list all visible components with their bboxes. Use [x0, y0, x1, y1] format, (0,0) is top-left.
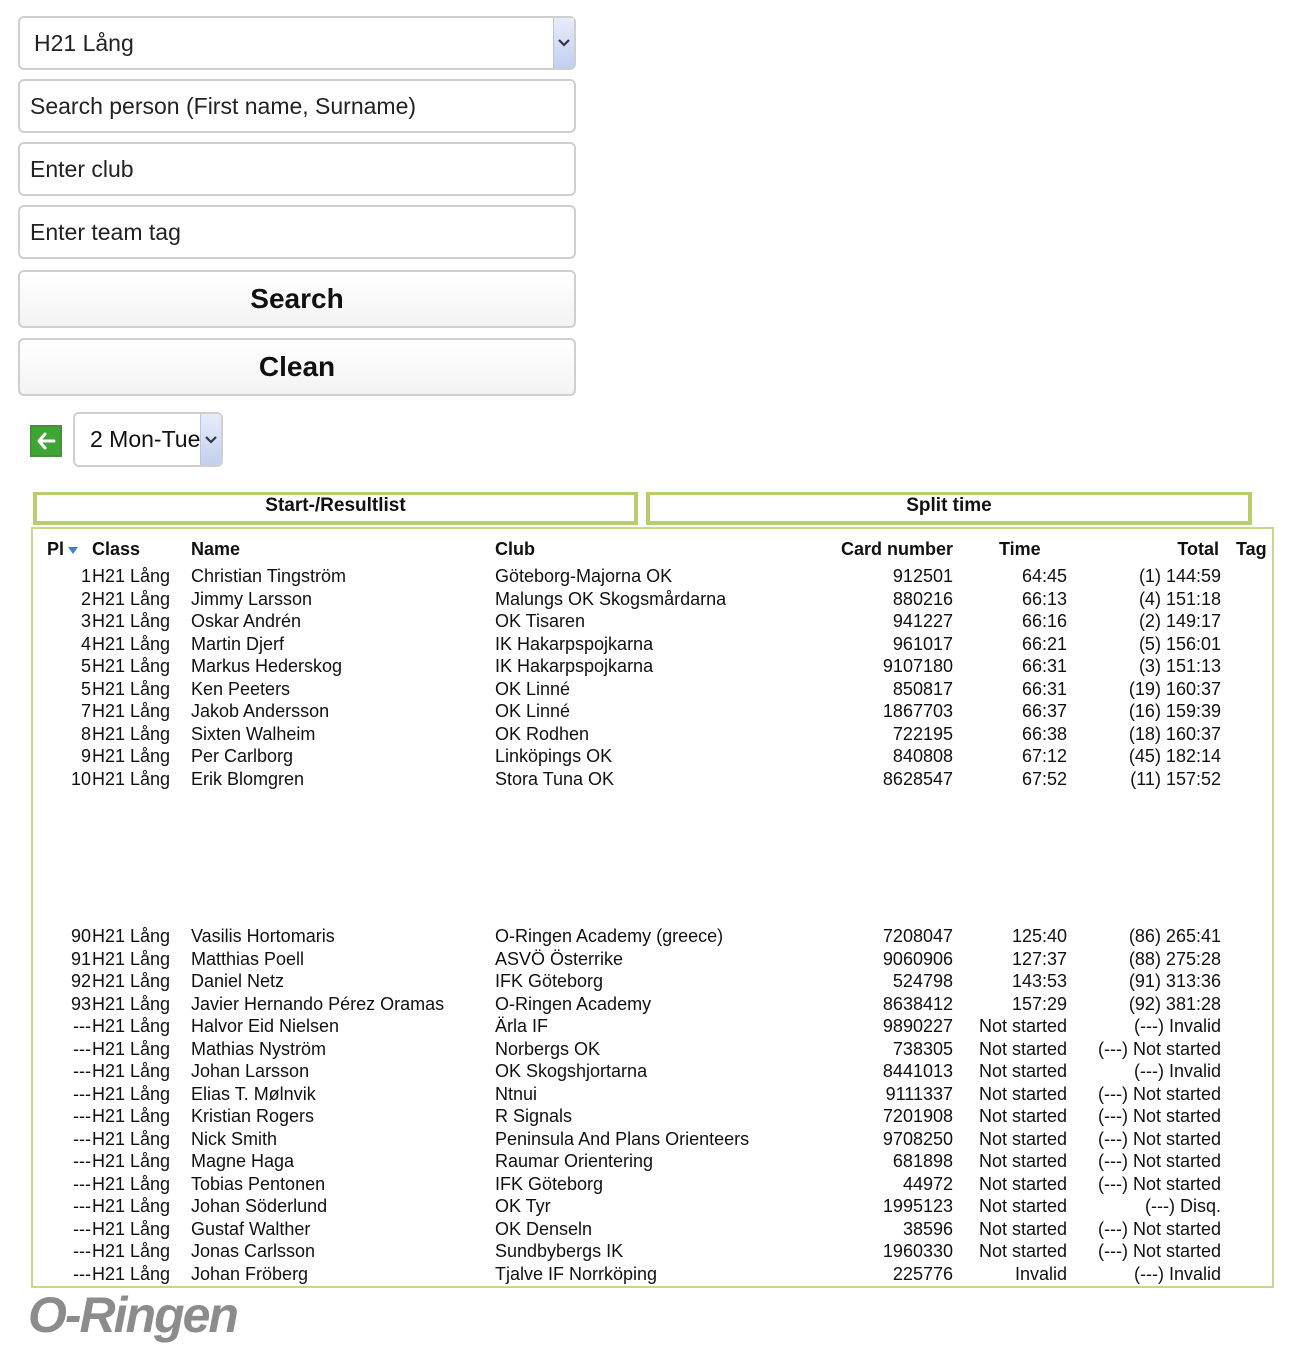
cell-card: 941227: [892, 611, 953, 631]
cell-club: IK Hakarpspojkarna: [495, 656, 654, 676]
cell-club: Peninsula And Plans Orienteers: [495, 1128, 750, 1149]
table-row[interactable]: [33, 1061, 1273, 1083]
cell-cls: H21 Lång: [92, 1106, 171, 1126]
cell-club: ASVÖ Österrike: [495, 948, 624, 969]
cell-total: (16) 159:39: [1128, 701, 1221, 721]
clean-button[interactable]: Clean: [18, 338, 576, 396]
cell-club: IFK Göteborg: [495, 1173, 604, 1194]
cell-time: Not started: [978, 1083, 1067, 1104]
cell-card: 880216: [892, 588, 953, 609]
cell-cls: H21 Lång: [92, 1241, 171, 1261]
cell-pl: 5: [80, 656, 91, 676]
table-row[interactable]: [33, 1106, 1273, 1128]
cell-name: Jimmy Larsson: [191, 588, 313, 609]
cell-pl: 8: [80, 723, 91, 744]
cell-name: Matthias Poell: [191, 948, 305, 969]
cell-total: (---) Invalid: [1133, 1061, 1221, 1081]
col-header-name[interactable]: Name: [191, 539, 241, 559]
cell-total: (45) 182:14: [1128, 746, 1221, 766]
cell-time: 157:29: [1011, 993, 1067, 1014]
table-row[interactable]: [33, 971, 1273, 993]
cell-pl: ---: [73, 1128, 91, 1149]
cell-card: 722195: [892, 723, 953, 744]
cell-card: 681898: [892, 1151, 953, 1171]
cell-cls: H21 Lång: [92, 746, 171, 766]
sort-desc-icon: [66, 544, 80, 556]
cell-cls: H21 Lång: [92, 1128, 171, 1149]
cell-pl: 3: [80, 611, 91, 631]
cell-card: 738305: [892, 1038, 953, 1059]
cell-pl: 7: [80, 701, 91, 721]
cell-card: 961017: [892, 633, 953, 654]
cell-card: 8638412: [882, 993, 953, 1014]
cell-cls: H21 Lång: [92, 588, 171, 609]
cell-cls: H21 Lång: [92, 1151, 171, 1171]
back-arrow-icon[interactable]: [30, 425, 62, 457]
cell-name: Elias T. Mølnvik: [191, 1083, 316, 1104]
cell-club: OK Denseln: [495, 1218, 593, 1239]
cell-cls: H21 Lång: [92, 1218, 171, 1239]
table-row[interactable]: [33, 994, 1273, 1016]
cell-cls: H21 Lång: [92, 1173, 171, 1194]
table-row[interactable]: [33, 1129, 1273, 1151]
table-row[interactable]: [33, 724, 1273, 746]
stage-select[interactable]: [73, 412, 223, 467]
cell-name: Jonas Carlsson: [191, 1241, 316, 1261]
cell-card: 524798: [892, 971, 953, 991]
table-row[interactable]: [33, 566, 1273, 588]
cell-time: 125:40: [1011, 926, 1067, 946]
cell-total: (86) 265:41: [1128, 926, 1221, 946]
cell-pl: 5: [80, 678, 91, 699]
table-row[interactable]: [33, 656, 1273, 678]
cell-card: 7208047: [882, 926, 953, 946]
cell-cls: H21 Lång: [92, 1016, 171, 1036]
cell-pl: ---: [73, 1016, 91, 1036]
table-row[interactable]: [33, 1174, 1273, 1196]
table-row[interactable]: [33, 1241, 1273, 1263]
cell-club: Linköpings OK: [495, 746, 613, 766]
cell-name: Christian Tingström: [191, 566, 347, 586]
search-person-placeholder: Search person (First name, Surname): [30, 93, 417, 119]
cell-time: 66:31: [1021, 656, 1067, 676]
col-header-time[interactable]: Time: [999, 539, 1041, 559]
table-row[interactable]: [33, 1264, 1273, 1286]
cell-card: 840808: [892, 746, 953, 766]
cell-time: 66:21: [1021, 633, 1067, 654]
cell-card: 9060906: [882, 948, 953, 969]
col-header-place[interactable]: Pl: [47, 539, 80, 560]
cell-total: (---) Disq.: [1145, 1196, 1221, 1216]
col-header-card[interactable]: Card number: [840, 539, 953, 559]
tab-start-resultlist[interactable]: Start-/Resultlist: [33, 492, 638, 525]
cell-cls: H21 Lång: [92, 768, 171, 789]
table-row[interactable]: [33, 1016, 1273, 1038]
cell-pl: ---: [73, 1173, 91, 1194]
cell-club: Sundbybergs IK: [495, 1241, 624, 1261]
table-row[interactable]: [33, 769, 1273, 791]
team-tag-input[interactable]: [18, 205, 576, 259]
class-select[interactable]: [18, 16, 576, 70]
table-row[interactable]: [33, 949, 1273, 971]
cell-club: OK Tyr: [495, 1196, 551, 1216]
cell-time: 67:52: [1021, 768, 1067, 789]
cell-card: 9111337: [885, 1083, 953, 1104]
table-row[interactable]: [33, 679, 1273, 701]
cell-club: O-Ringen Academy: [495, 993, 652, 1014]
table-row[interactable]: [33, 1219, 1273, 1241]
cell-card: 9107180: [882, 656, 953, 676]
cell-name: Tobias Pentonen: [191, 1173, 326, 1194]
cell-cls: H21 Lång: [92, 566, 171, 586]
cell-pl: ---: [73, 1241, 91, 1261]
cell-name: Javier Hernando Pérez Oramas: [191, 993, 445, 1014]
cell-cls: H21 Lång: [92, 633, 171, 654]
cell-name: Ken Peeters: [191, 678, 291, 699]
cell-pl: ---: [73, 1218, 91, 1239]
cell-name: Johan Fröberg: [191, 1263, 309, 1284]
cell-cls: H21 Lång: [92, 1061, 171, 1081]
cell-name: Daniel Netz: [191, 971, 285, 991]
club-placeholder: Enter club: [30, 156, 134, 182]
cell-total: (---) Not started: [1097, 1151, 1221, 1171]
cell-total: (---) Not started: [1097, 1173, 1221, 1194]
search-person-input[interactable]: [18, 79, 576, 133]
cell-name: Erik Blomgren: [191, 768, 305, 789]
cell-cls: H21 Lång: [92, 1083, 171, 1104]
cell-time: 66:37: [1021, 701, 1067, 721]
cell-total: (---) Not started: [1097, 1038, 1221, 1059]
cell-pl: ---: [73, 1106, 91, 1126]
cell-cls: H21 Lång: [92, 723, 171, 744]
class-select-value: H21 Lång: [34, 30, 134, 56]
cell-total: (---) Not started: [1097, 1241, 1221, 1261]
cell-time: 66:31: [1021, 678, 1067, 699]
cell-cls: H21 Lång: [92, 1263, 171, 1284]
cell-card: 1995123: [882, 1196, 953, 1216]
cell-name: Markus Hederskog: [191, 656, 343, 676]
cell-total: (88) 275:28: [1128, 948, 1221, 969]
cell-club: Stora Tuna OK: [495, 768, 615, 789]
cell-pl: ---: [73, 1196, 91, 1216]
cell-pl: 9: [80, 746, 91, 766]
cell-time: Not started: [978, 1038, 1067, 1059]
table-row[interactable]: [33, 1196, 1273, 1218]
cell-name: Halvor Eid Nielsen: [191, 1016, 340, 1036]
table-row[interactable]: [33, 926, 1273, 948]
cell-name: Mathias Nyström: [191, 1038, 327, 1059]
chevron-down-icon[interactable]: [200, 414, 221, 465]
cell-name: Kristian Rogers: [191, 1106, 315, 1126]
cell-pl: 4: [80, 633, 91, 654]
cell-time: Not started: [978, 1241, 1067, 1261]
cell-pl: 91: [70, 948, 91, 969]
cell-club: Ntnui: [495, 1083, 538, 1104]
cell-name: Vasilis Hortomaris: [191, 926, 335, 946]
cell-card: 8441013: [882, 1061, 953, 1081]
cell-total: (3) 151:13: [1138, 656, 1221, 676]
col-header-total[interactable]: Total: [1177, 539, 1219, 559]
cell-club: Göteborg-Majorna OK: [495, 566, 673, 586]
cell-pl: ---: [73, 1061, 91, 1081]
cell-card: 1867703: [882, 701, 953, 721]
search-button[interactable]: Search: [18, 270, 576, 328]
cell-total: (11) 157:52: [1130, 768, 1221, 789]
cell-club: OK Tisaren: [495, 611, 586, 631]
cell-cls: H21 Lång: [92, 926, 171, 946]
club-input[interactable]: [18, 142, 576, 196]
cell-time: 66:13: [1021, 588, 1067, 609]
cell-card: 912501: [892, 566, 953, 586]
cell-pl: 90: [70, 926, 91, 946]
cell-time: Not started: [978, 1016, 1067, 1036]
table-row[interactable]: [33, 701, 1273, 723]
cell-time: 66:38: [1021, 723, 1067, 744]
cell-time: Not started: [978, 1151, 1067, 1171]
cell-name: Per Carlborg: [191, 746, 294, 766]
cell-club: Malungs OK Skogsmårdarna: [495, 588, 727, 609]
cell-name: Jakob Andersson: [191, 701, 330, 721]
cell-club: OK Skogshjortarna: [495, 1061, 648, 1081]
cell-card: 1960330: [882, 1241, 953, 1261]
cell-card: 225776: [892, 1263, 953, 1284]
cell-cls: H21 Lång: [92, 971, 171, 991]
cell-time: Not started: [978, 1106, 1067, 1126]
cell-club: Ärla IF: [495, 1016, 549, 1036]
table-row[interactable]: [33, 746, 1273, 768]
col-header-tag[interactable]: Tag: [1236, 539, 1267, 559]
cell-total: (18) 160:37: [1128, 723, 1221, 744]
cell-time: Not started: [978, 1196, 1067, 1216]
cell-club: OK Linné: [495, 701, 571, 721]
cell-total: (---) Not started: [1097, 1218, 1221, 1239]
cell-card: 9708250: [882, 1128, 953, 1149]
cell-name: Magne Haga: [191, 1151, 295, 1171]
cell-pl: 93: [70, 993, 91, 1014]
cell-club: Norbergs OK: [495, 1038, 601, 1059]
col-header-class[interactable]: Class: [92, 539, 141, 559]
cell-time: Not started: [978, 1173, 1067, 1194]
cell-time: 66:16: [1021, 611, 1067, 631]
cell-pl: ---: [73, 1263, 91, 1284]
cell-card: 44972: [902, 1173, 953, 1194]
cell-name: Oskar Andrén: [191, 611, 302, 631]
table-row[interactable]: [33, 1039, 1273, 1061]
cell-name: Nick Smith: [191, 1128, 278, 1149]
cell-time: 67:12: [1021, 746, 1067, 766]
cell-cls: H21 Lång: [92, 611, 171, 631]
cell-name: Sixten Walheim: [191, 723, 316, 744]
cell-card: 850817: [892, 678, 953, 699]
results-table: [31, 527, 1274, 1288]
cell-club: OK Rodhen: [495, 723, 590, 744]
cell-card: 8628547: [882, 768, 953, 789]
cell-cls: H21 Lång: [92, 993, 171, 1014]
cell-card: 38596: [902, 1218, 953, 1239]
cell-club: O-Ringen Academy (greece): [495, 926, 724, 946]
cell-cls: H21 Lång: [92, 678, 171, 699]
cell-cls: H21 Lång: [92, 656, 171, 676]
cell-total: (---) Not started: [1097, 1128, 1221, 1149]
o-ringen-logo: O-Ringen: [28, 1287, 237, 1343]
cell-cls: H21 Lång: [92, 1038, 171, 1059]
cell-name: Gustaf Walther: [191, 1218, 311, 1239]
cell-total: (92) 381:28: [1128, 993, 1221, 1014]
cell-club: Raumar Orientering: [495, 1151, 654, 1171]
cell-time: 64:45: [1021, 566, 1067, 586]
cell-name: Johan Larsson: [191, 1061, 310, 1081]
cell-card: 7201908: [882, 1106, 953, 1126]
cell-time: Not started: [978, 1218, 1067, 1239]
cell-total: (5) 156:01: [1138, 633, 1221, 654]
table-header: [33, 539, 1273, 561]
table-row[interactable]: [33, 1084, 1273, 1106]
table-row[interactable]: [33, 634, 1273, 656]
cell-cls: H21 Lång: [92, 948, 171, 969]
cell-pl: ---: [73, 1038, 91, 1059]
cell-club: Tjalve IF Norrköping: [495, 1263, 658, 1284]
cell-total: (2) 149:17: [1138, 611, 1221, 631]
cell-cls: H21 Lång: [92, 1196, 171, 1216]
cell-total: (4) 151:18: [1138, 588, 1221, 609]
cell-name: Johan Söderlund: [191, 1196, 328, 1216]
cell-pl: 92: [70, 971, 91, 991]
col-header-club[interactable]: Club: [495, 539, 535, 559]
cell-club: R Signals: [495, 1106, 573, 1126]
cell-pl: 10: [70, 768, 91, 789]
cell-total: (---) Not started: [1097, 1106, 1221, 1126]
cell-pl: ---: [73, 1083, 91, 1104]
cell-pl: 1: [80, 566, 91, 586]
chevron-down-icon[interactable]: [553, 18, 574, 68]
cell-pl: ---: [73, 1151, 91, 1171]
table-row[interactable]: [33, 1151, 1273, 1173]
cell-total: (---) Invalid: [1133, 1263, 1221, 1284]
cell-time: Not started: [978, 1128, 1067, 1149]
cell-time: 127:37: [1011, 948, 1067, 969]
cell-time: 143:53: [1011, 971, 1067, 991]
team-tag-placeholder: Enter team tag: [30, 219, 181, 245]
cell-club: IK Hakarpspojkarna: [495, 633, 654, 654]
cell-time: Invalid: [1014, 1263, 1067, 1284]
stage-select-value: 2 Mon-Tue: [90, 426, 201, 452]
cell-time: Not started: [978, 1061, 1067, 1081]
cell-total: (91) 313:36: [1128, 971, 1221, 991]
cell-total: (---) Invalid: [1133, 1016, 1221, 1036]
cell-card: 9890227: [882, 1016, 953, 1036]
cell-cls: H21 Lång: [92, 701, 171, 721]
cell-club: IFK Göteborg: [495, 971, 604, 991]
tab-split-time[interactable]: Split time: [646, 492, 1252, 525]
cell-total: (1) 144:59: [1138, 566, 1221, 586]
cell-pl: 2: [80, 588, 91, 609]
cell-name: Martin Djerf: [191, 633, 285, 654]
table-row[interactable]: [33, 611, 1273, 633]
cell-total: (---) Not started: [1097, 1083, 1221, 1104]
table-row[interactable]: [33, 589, 1273, 611]
cell-total: (19) 160:37: [1128, 678, 1221, 699]
cell-club: OK Linné: [495, 678, 571, 699]
